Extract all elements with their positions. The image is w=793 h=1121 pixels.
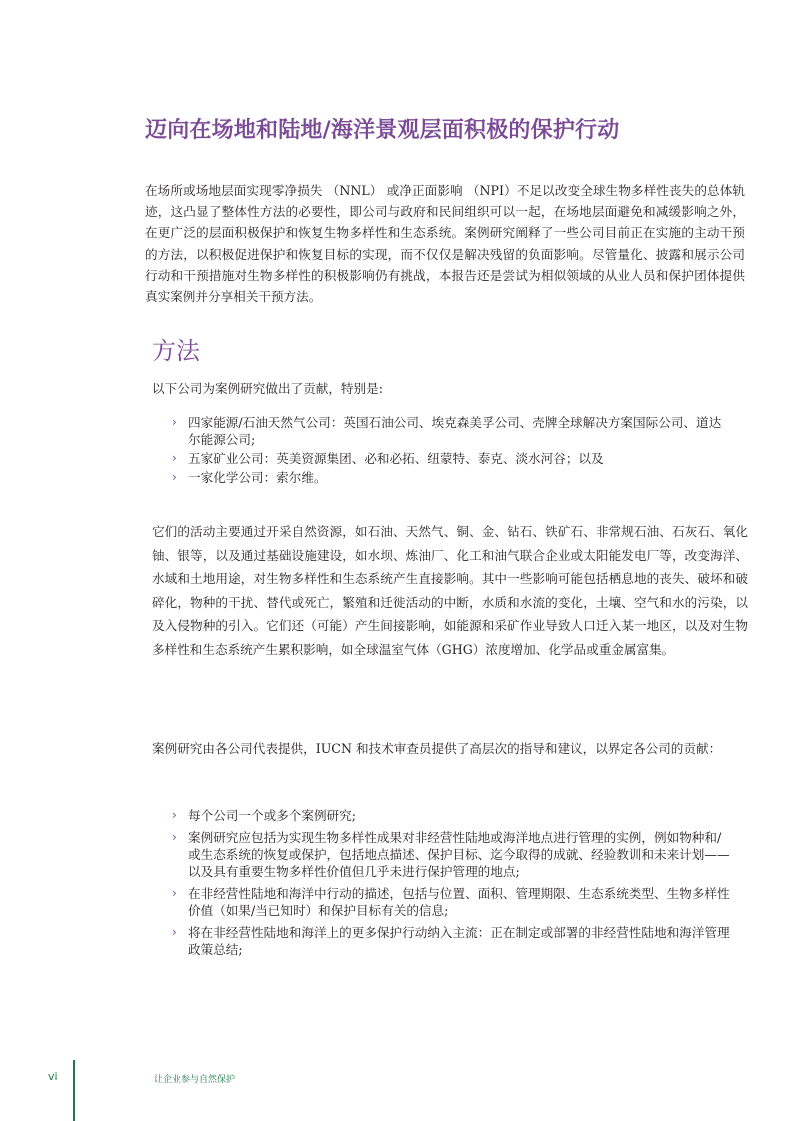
list-item	[172, 469, 732, 486]
footer-divider	[73, 1060, 75, 1121]
chevron-right-icon: ›	[172, 808, 177, 822]
list-item-text: 四家能源/石油天然气公司：英国石油公司、埃克森美孚公司、壳牌全球解决方案国际公司、道达尔能源公司;	[188, 415, 722, 447]
contributions-list	[172, 807, 732, 963]
companies-list	[172, 414, 732, 488]
chevron-right-icon: ›	[172, 451, 177, 465]
list-item	[172, 450, 732, 467]
list-item	[172, 829, 732, 880]
intro-paragraph: 在场所或场地层面实现零净损失 （NNL） 或净正面影响 （NPI）不足以改变全球生物多样性丧失的总体轨迹，这凸显了整体性方法的必要性，即公司与政府和民间组织可以一起，在场地层面避免和减缓影响之外，在更广泛的层面积极保护和恢复生物多样性和生态系统。案例研究阐释了一些公司目前正在实施的主动干预的方法，以积极促进保护和恢复目标的实现，而不仅仅是解决残留的负面影响。尽管量化、披露和展示公司行动和干预措施对生物多样性的积极影响仍有挑战，本报告还是尝试为相似领域的从业人员和保护团体提供真实案例并分享相关干预方法。	[145, 183, 745, 305]
chevron-right-icon: ›	[172, 415, 177, 429]
list-item-text: 案例研究应包括为实现生物多样性成果对非经营性陆地或海洋地点进行管理的实例，例如物种和/或生态系统的恢复或保护，包括地点描述、保护目标、迄今取得的成就、经验教训和未来计划——以及具有重要生物多样性价值但几乎未进行保护管理的地点;	[188, 830, 730, 879]
contributions-lead-paragraph: 案例研究由各公司代表提供，IUCN 和技术审查员提供了高层次的指导和建议，以界定各公司的贡献：	[152, 741, 722, 756]
list-item	[172, 885, 732, 919]
page-number: vi	[48, 1070, 58, 1083]
list-item	[172, 924, 732, 958]
chevron-right-icon: ›	[172, 925, 177, 939]
list-item-text: 在非经营性陆地和海洋中行动的描述，包括与位置、面积、管理期限、生态系统类型、生物多样性价值（如果/当已知时）和保护目标有关的信息;	[188, 886, 730, 918]
list-item-text: 一家化学公司：索尔维。	[188, 470, 327, 485]
page-title: 迈向在场地和陆地/海洋景观层面积极的保护行动	[145, 118, 620, 143]
companies-lead-text: 以下公司为案例研究做出了贡献，特别是:	[152, 381, 383, 396]
section-heading-method: 方法	[152, 337, 200, 365]
list-item-text: 每个公司一个或多个案例研究;	[188, 808, 356, 823]
impacts-paragraph: 它们的活动主要通过开采自然资源，如石油、天然气、铜、金、钻石、铁矿石、非常规石油、石灰石、氧化铀、银等，以及通过基础设施建设，如水坝、炼油厂、化工和油气联合企业或太阳能发电厂等，改变海洋、水域和土地用途，对生物多样性和生态系统产生直接影响。其中一些影响可能包括栖息地的丧失、破坏和破碎化，物种的干扰、替代或死亡，繁殖和迁徙活动的中断，水质和水流的变化，土壤、空气和水的污染，以及入侵物种的引入。它们还（可能）产生间接影响，如能源和采矿作业导致人口迁入某一地区，以及对生物多样性和生态系统产生累积影响，如全球温室气体（GHG）浓度增加、化学品或重金属富集。	[152, 524, 748, 657]
chevron-right-icon: ›	[172, 470, 177, 484]
list-item-text: 将在非经营性陆地和海洋上的更多保护行动纳入主流：正在制定或部署的非经营性陆地和海洋管理政策总结;	[188, 925, 730, 957]
list-item	[172, 807, 732, 824]
running-footer-title: 让企业参与自然保护	[154, 1075, 236, 1085]
chevron-right-icon: ›	[172, 830, 177, 844]
list-item	[172, 414, 732, 448]
chevron-right-icon: ›	[172, 886, 177, 900]
list-item-text: 五家矿业公司：英美资源集团、必和必拓、纽蒙特、泰克、淡水河谷；以及	[188, 451, 604, 466]
